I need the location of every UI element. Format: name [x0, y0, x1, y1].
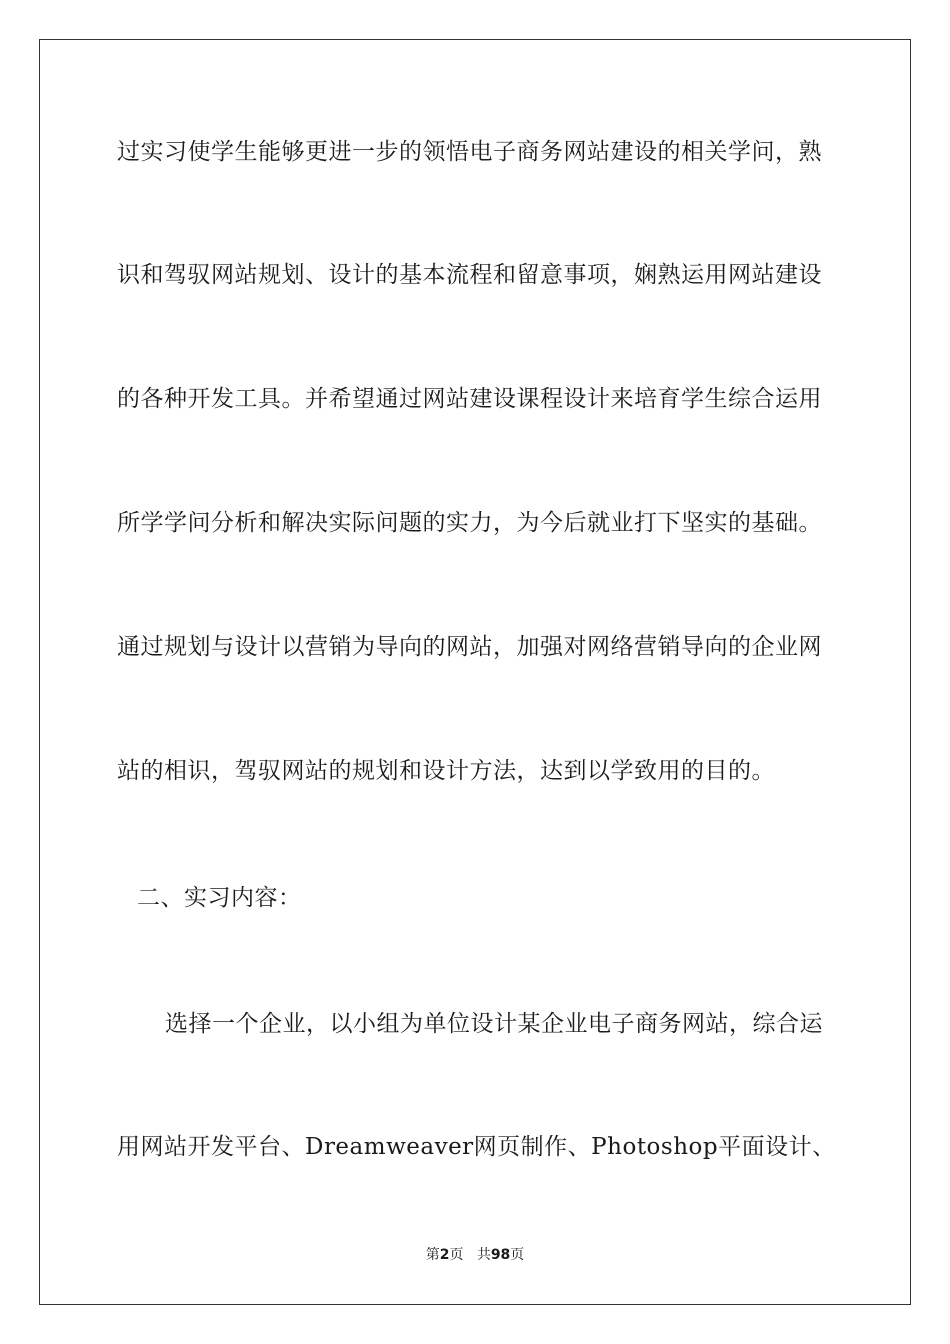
body-text-line: 用网站开发平台、Dreamweaver网页制作、Photoshop平面设计、 — [117, 1134, 836, 1160]
footer-page-word: 页 — [449, 1247, 464, 1263]
body-text-line: 识和驾驭网站规划、设计的基本流程和留意事项，娴熟运用网站建设 — [117, 262, 822, 288]
body-text-line: 选择一个企业，以小组为单位设计某企业电子商务网站，综合运 — [165, 1011, 823, 1037]
total-pages-number: 98 — [490, 1247, 511, 1263]
body-text-line: 站的相识，驾驭网站的规划和设计方法，达到以学致用的目的。 — [117, 758, 775, 784]
footer-total-prefix: 共 — [476, 1247, 491, 1263]
body-text-line: 过实习使学生能够更进一步的领悟电子商务网站建设的相关学问，熟 — [117, 139, 822, 165]
page-footer — [0, 1246, 950, 1264]
footer-prefix: 第 — [425, 1247, 440, 1263]
footer-total-suffix: 页 — [510, 1247, 525, 1263]
body-text-line: 所学学问分析和解决实际问题的实力，为今后就业打下坚实的基础。 — [117, 510, 822, 536]
section-heading: 二、实习内容： — [137, 885, 302, 911]
body-text-line: 通过规划与设计以营销为导向的网站，加强对网络营销导向的企业网 — [117, 634, 822, 660]
body-text-line: 的各种开发工具。并希望通过网站建设课程设计来培育学生综合运用 — [117, 386, 822, 412]
page-border — [39, 39, 911, 1305]
current-page-number: 2 — [439, 1247, 450, 1263]
